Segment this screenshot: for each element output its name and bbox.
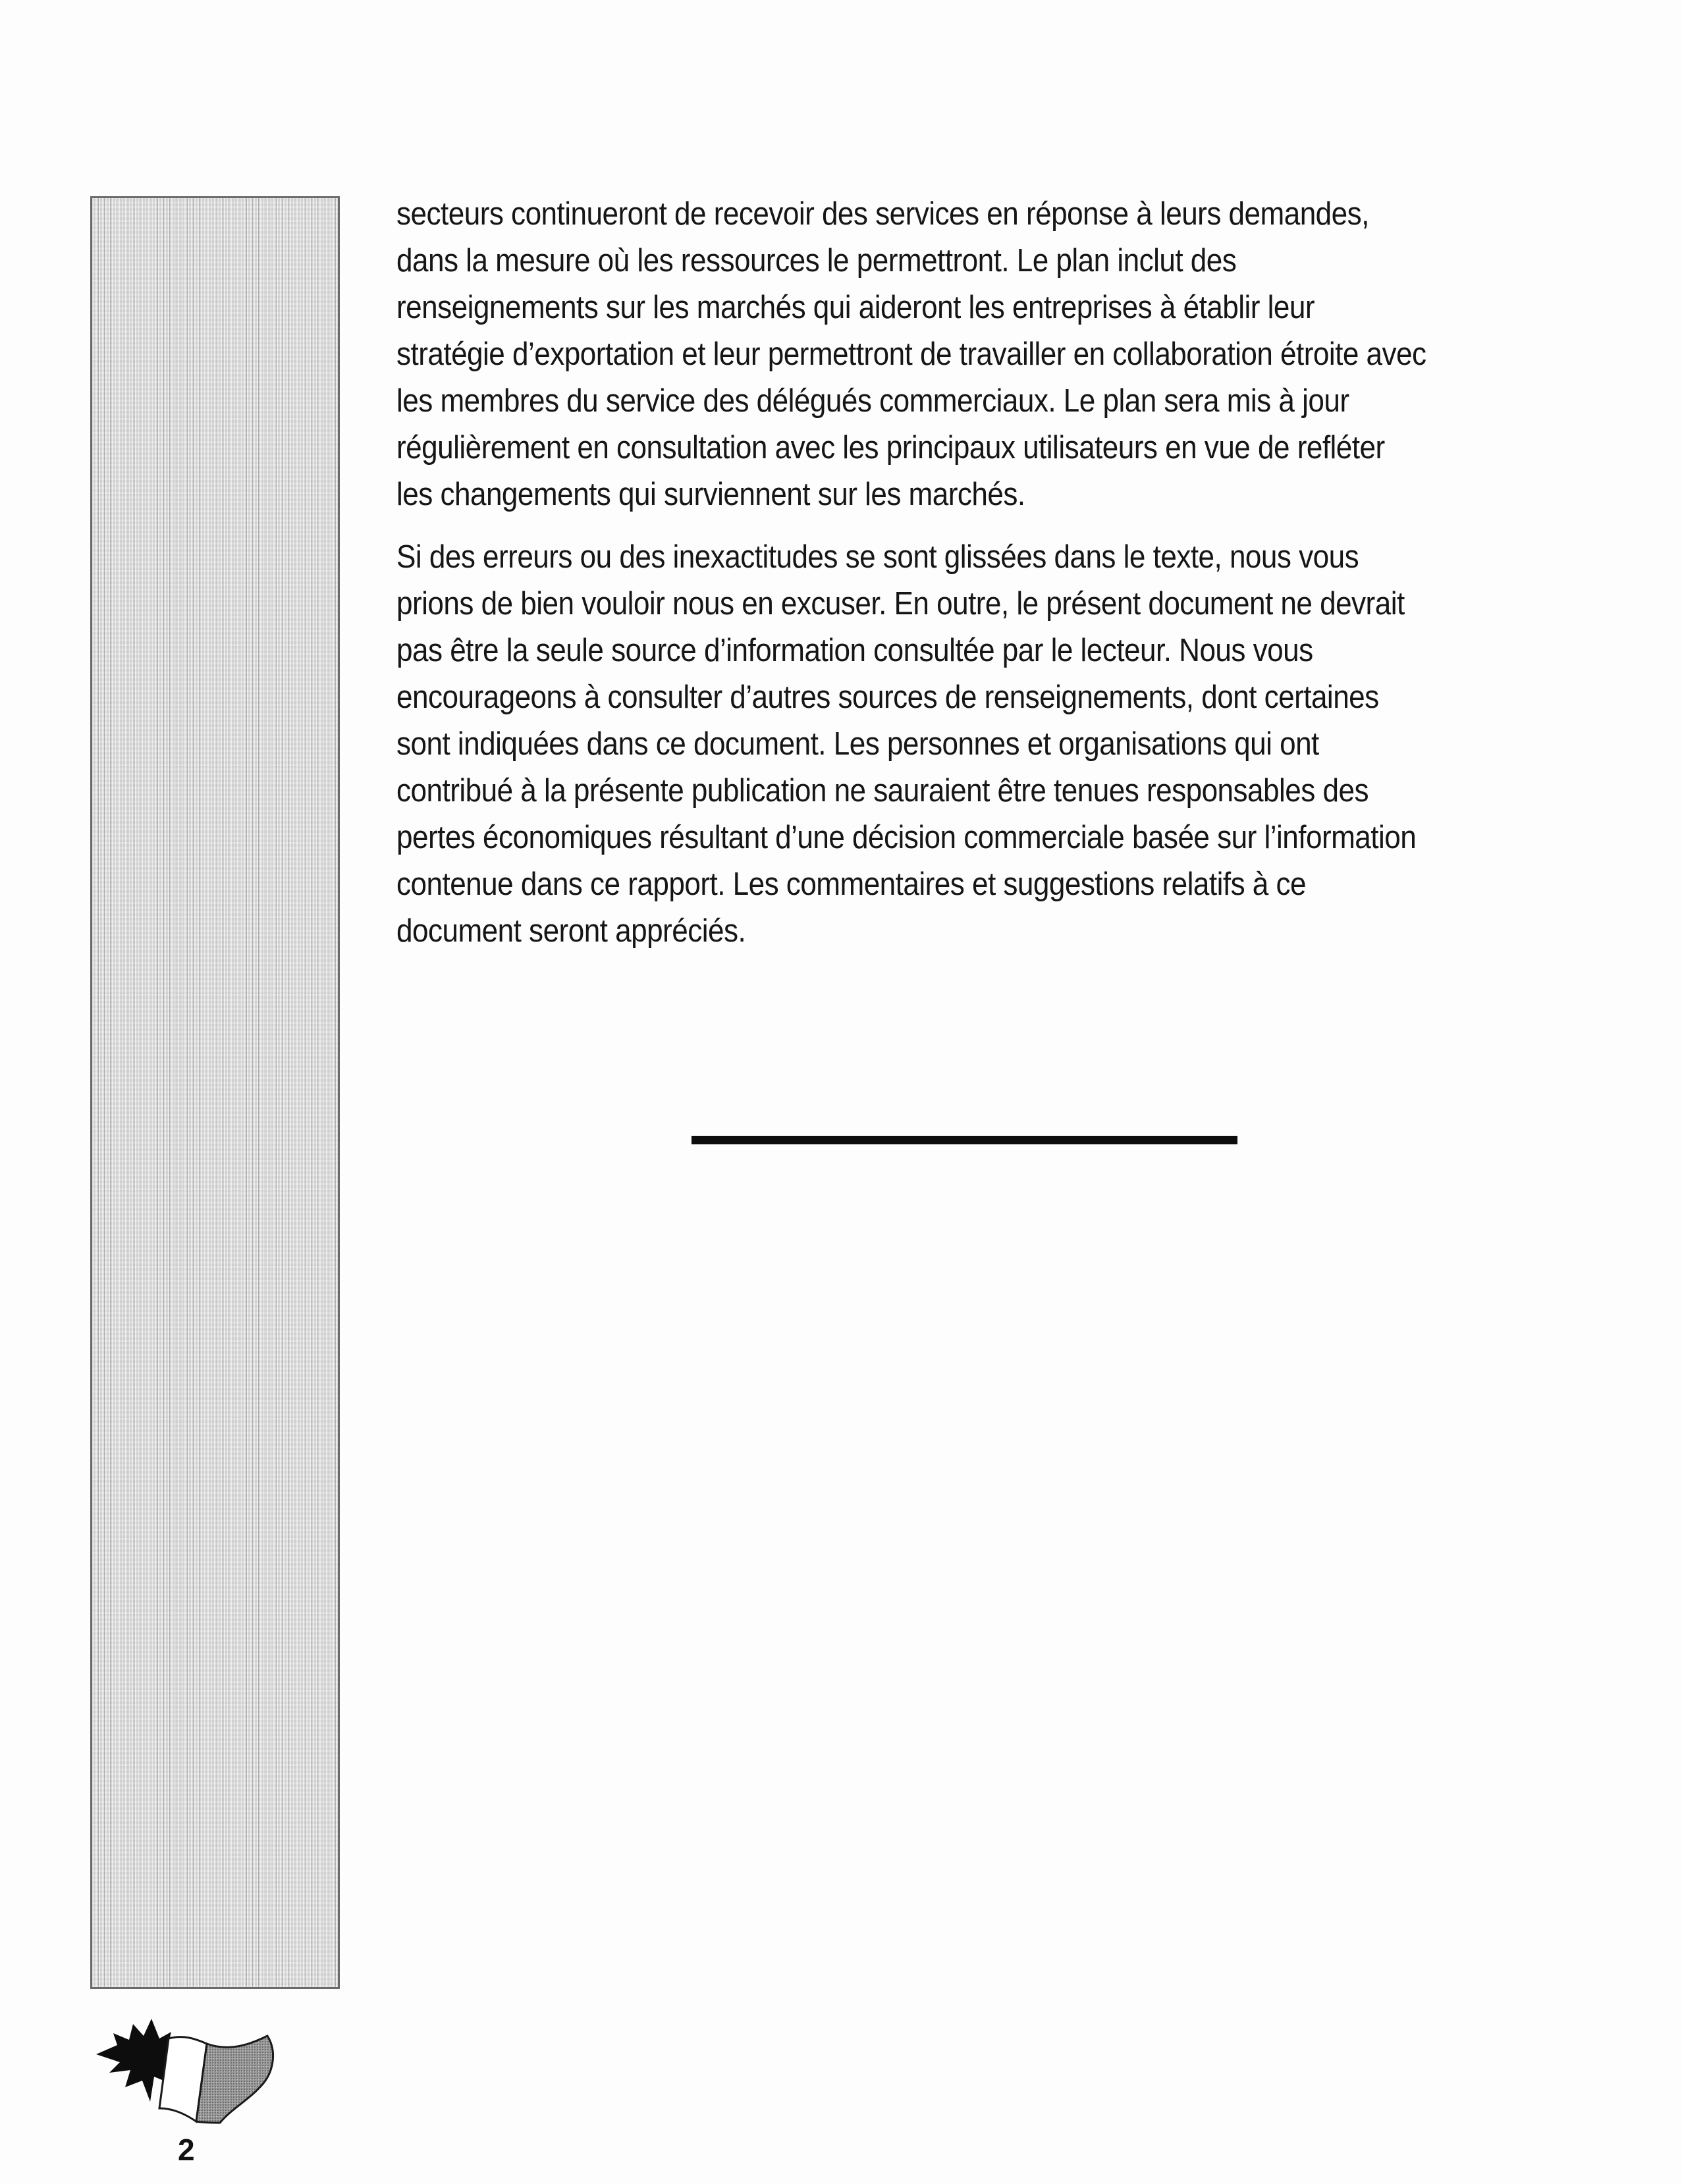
section-divider — [692, 1136, 1237, 1144]
canadian-flag-icon — [91, 2010, 282, 2125]
page-number: 2 — [178, 2133, 195, 2167]
paragraph-2: Si des erreurs ou des inexactitudes se sont glissées dans le texte, nous vous prions de bien vouloir nous en excuser. En outre, le présent document ne devrait pas être la seule source d’information consultée par le lecteur. Nous vous encourageons à consulter d’autres sources de renseignements, dont certaines sont indiquées dans ce document. Les personnes et organisations qui ont contribué à la présente publication ne sauraient être tenues responsables des pertes économiques résultant d’une décision commerciale basée sur l’information contenue dans ce rapport. Les commentaires et suggestions relatifs à ce document seront appréciés. — [396, 539, 1417, 949]
decorative-sidebar — [90, 196, 340, 1989]
paragraph-1: secteurs continueront de recevoir des services en réponse à leurs demandes, dans la mesure où les ressources le permettront. Le plan inclut des renseignements sur les marchés qui aideront les entreprises à établir leur stratégie d’exportation et leur permettront de travailler en collaboration étroite avec les membres du service des délégués commerciaux. Le plan sera mis à jour régulièrement en consultation avec les principaux utilisateurs en vue de refléter les changements qui surviennent sur les marchés. — [396, 196, 1426, 512]
body-text — [396, 191, 1428, 971]
